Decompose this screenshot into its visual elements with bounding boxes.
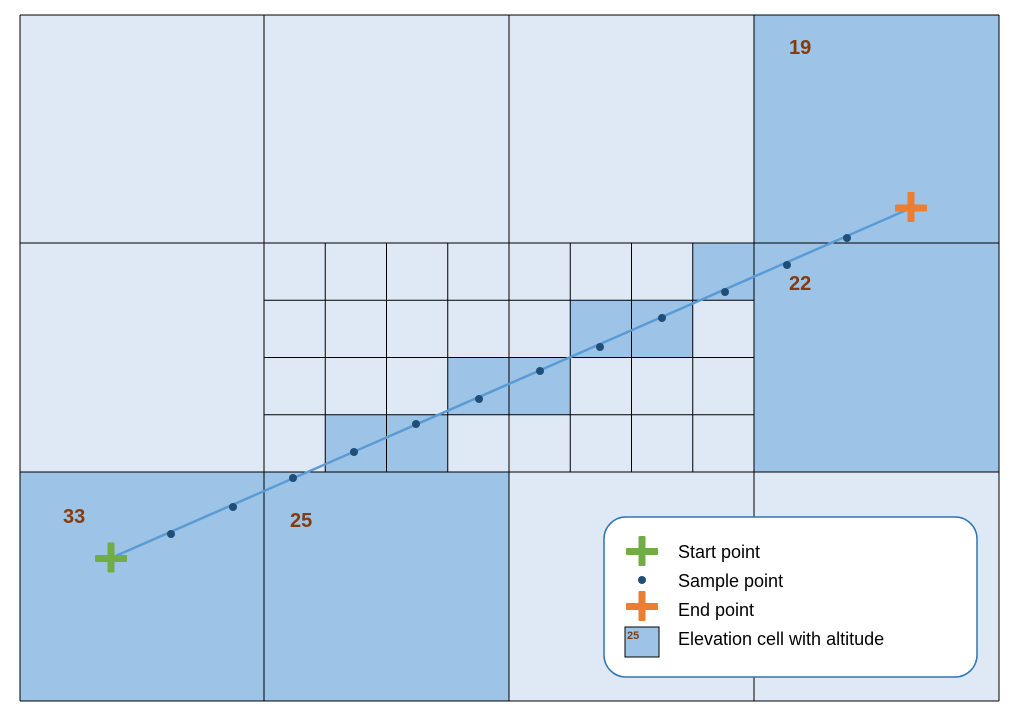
fine-elevation-cell <box>632 243 693 300</box>
elevation-cell <box>264 15 509 243</box>
fine-elevation-cell <box>693 300 754 357</box>
legend-end-label: End point <box>678 600 755 620</box>
sample-point <box>783 261 791 269</box>
fine-elevation-cell <box>325 415 386 472</box>
fine-elevation-cell <box>448 243 509 300</box>
elevation-cell <box>20 15 264 243</box>
legend-box <box>604 517 977 677</box>
fine-elevation-cell <box>325 243 386 300</box>
sample-point <box>412 420 420 428</box>
sample-point <box>596 343 604 351</box>
elevation-cell <box>20 243 264 472</box>
sample-point <box>475 395 483 403</box>
plus-icon <box>908 192 915 222</box>
fine-elevation-cell <box>509 358 570 415</box>
sample-point <box>167 530 175 538</box>
altitude-label-bottom-left: 33 <box>63 506 86 528</box>
fine-elevation-cell <box>264 415 325 472</box>
fine-elevation-cell <box>509 415 570 472</box>
fine-elevation-cell <box>509 243 570 300</box>
legend-start-label: Start point <box>678 542 761 562</box>
fine-elevation-cell <box>387 358 448 415</box>
fine-elevation-cell <box>264 243 325 300</box>
legend-sample-icon <box>638 576 646 584</box>
fine-elevation-cell <box>570 415 631 472</box>
sample-point <box>536 367 544 375</box>
sample-point <box>843 234 851 242</box>
sample-point <box>350 448 358 456</box>
fine-elevation-cell <box>693 415 754 472</box>
sample-point <box>658 314 666 322</box>
fine-elevation-cell <box>448 300 509 357</box>
fine-elevation-cell <box>387 300 448 357</box>
legend-cell-label: Elevation cell with altitude <box>678 629 885 649</box>
fine-elevation-cell <box>570 358 631 415</box>
legend-sample-label: Sample point <box>678 571 784 591</box>
plus-icon <box>108 543 115 573</box>
fine-elevation-cell <box>448 415 509 472</box>
altitude-label-top-right: 19 <box>789 37 812 59</box>
elevation-cell <box>509 15 754 243</box>
fine-elevation-cell <box>264 358 325 415</box>
fine-elevation-cell <box>387 243 448 300</box>
legend <box>604 517 977 677</box>
fine-elevation-cell <box>264 300 325 357</box>
sample-point <box>229 503 237 511</box>
fine-elevation-cell <box>632 415 693 472</box>
legend-cell-swatch-value: 25 <box>627 630 640 642</box>
fine-elevation-cell <box>509 300 570 357</box>
fine-elevation-cell <box>325 358 386 415</box>
fine-elevation-cell <box>325 300 386 357</box>
sample-point <box>289 474 297 482</box>
altitude-label-bottom-mid: 25 <box>290 510 313 532</box>
fine-elevation-cell <box>632 358 693 415</box>
fine-elevation-cell <box>693 358 754 415</box>
elevation-cell <box>264 472 509 701</box>
sample-point <box>721 288 729 296</box>
fine-elevation-cell <box>570 243 631 300</box>
altitude-label-mid-right: 22 <box>789 273 812 295</box>
